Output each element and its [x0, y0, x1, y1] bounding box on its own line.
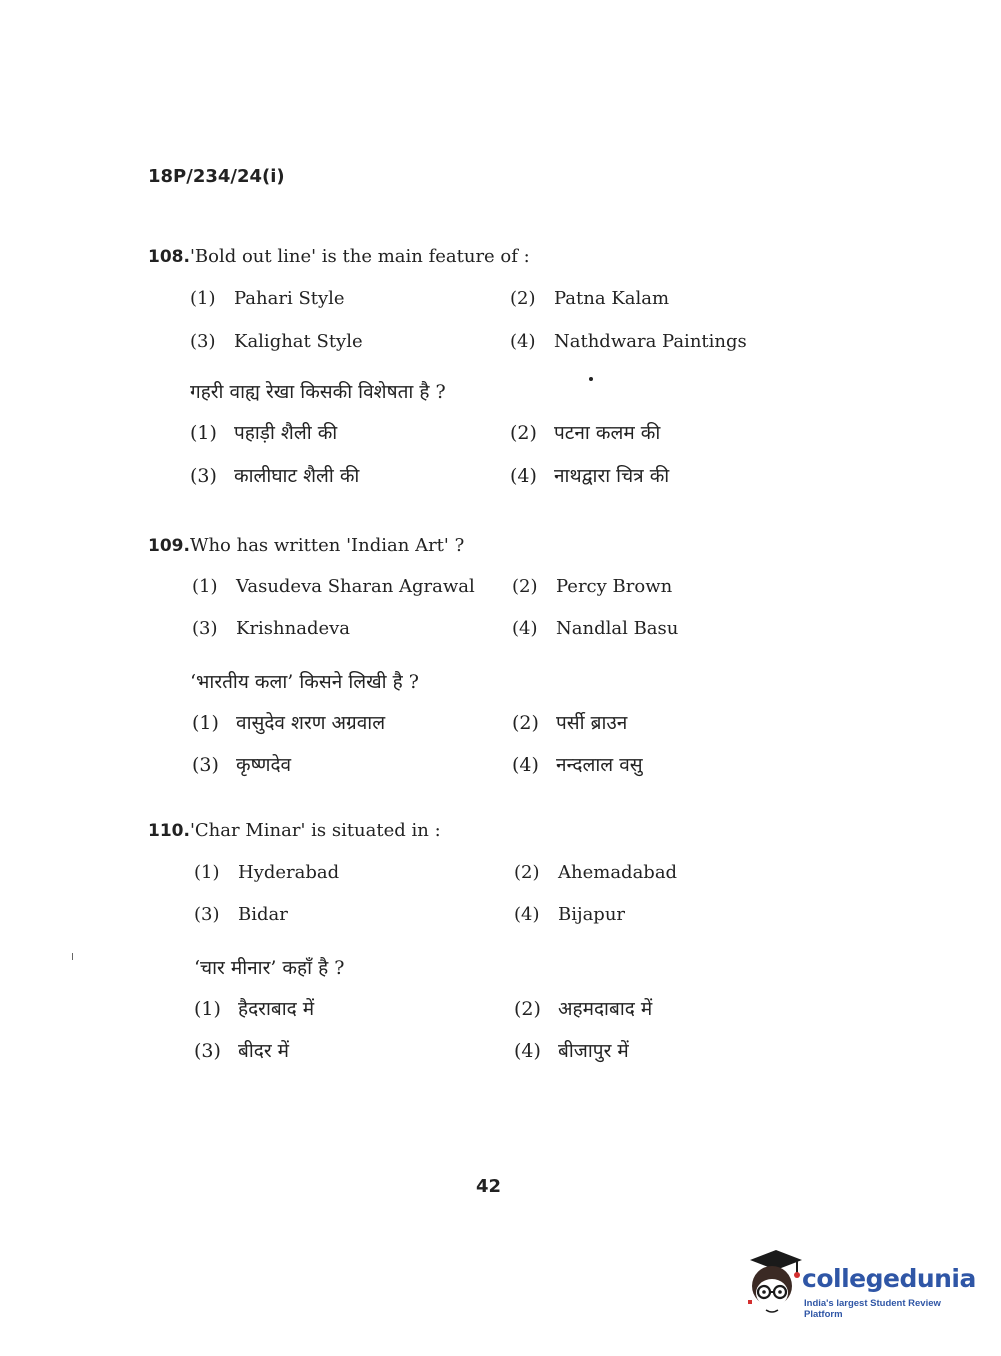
option-text: पर्सी ब्राउन — [556, 712, 628, 734]
option-3 — [190, 463, 359, 489]
option-number: (3) — [192, 618, 218, 639]
option-2 — [514, 996, 652, 1022]
question-text-hi: ‘भारतीय कला’ किसने लिखी है ? — [190, 671, 419, 693]
option-text: Bijapur — [558, 904, 626, 925]
option-number: (4) — [510, 465, 537, 487]
option-number: (4) — [514, 1040, 541, 1062]
option-number: (1) — [194, 862, 220, 883]
option-text: पटना कलम की — [554, 422, 661, 444]
collegedunia-watermark — [742, 1248, 976, 1320]
question-109 — [148, 533, 848, 796]
question-110 — [148, 818, 848, 1082]
option-number: (4) — [510, 331, 536, 352]
option-3 — [194, 902, 288, 928]
option-number: (1) — [194, 998, 221, 1020]
option-text: अहमदाबाद में — [558, 998, 653, 1020]
option-text: पहाड़ी शैली की — [234, 422, 338, 444]
option-number: (1) — [190, 422, 217, 444]
option-1 — [194, 996, 314, 1022]
brand-tagline: India's largest Student Review Platform — [804, 1298, 941, 1320]
option-number: (2) — [514, 998, 541, 1020]
option-4 — [512, 752, 643, 778]
option-text: Krishnadeva — [236, 618, 351, 639]
options-en — [148, 286, 848, 372]
option-1 — [192, 574, 475, 600]
option-4 — [510, 463, 669, 489]
option-text: Ahemadabad — [558, 862, 678, 883]
page-number: 42 — [476, 1176, 502, 1197]
option-text: Nandlal Basu — [556, 618, 679, 639]
option-text: Pahari Style — [234, 288, 345, 309]
option-text: Percy Brown — [556, 576, 673, 597]
option-2 — [510, 420, 660, 446]
question-prompt: Who has written 'Indian Art' ? — [189, 535, 465, 556]
option-text: बीजापुर में — [558, 1040, 629, 1062]
option-text: बीदर में — [238, 1040, 290, 1062]
option-number: (3) — [194, 904, 220, 925]
option-number: (3) — [190, 331, 216, 352]
option-number: (2) — [510, 288, 536, 309]
option-number: (1) — [190, 288, 216, 309]
option-number: (1) — [192, 712, 219, 734]
question-number: 109. — [148, 536, 190, 556]
option-text: Hyderabad — [238, 862, 340, 883]
option-text: वासुदेव शरण अग्रवाल — [236, 712, 386, 734]
option-1 — [190, 286, 345, 312]
option-2 — [510, 286, 669, 312]
question-text-en — [148, 818, 848, 844]
option-text: कृष्णदेव — [236, 754, 292, 776]
option-number: (2) — [510, 422, 537, 444]
brand-name: collegedunia — [802, 1264, 976, 1293]
option-text: Nathdwara Paintings — [554, 331, 747, 352]
option-text: नन्दलाल वसु — [556, 754, 643, 776]
question-text-en — [148, 244, 848, 270]
option-text: Bidar — [238, 904, 288, 925]
option-2 — [512, 574, 672, 600]
option-3 — [190, 329, 363, 355]
option-number: (2) — [512, 576, 538, 597]
option-number: (1) — [192, 576, 218, 597]
option-number: (4) — [512, 618, 538, 639]
option-4 — [514, 1038, 629, 1064]
options-hi — [148, 710, 848, 796]
question-prompt: 'Bold out line' is the main feature of : — [189, 246, 530, 267]
option-2 — [512, 710, 627, 736]
option-number: (4) — [514, 904, 540, 925]
options-hi — [148, 420, 848, 506]
mascot-icon — [742, 1248, 804, 1318]
option-number: (2) — [514, 862, 540, 883]
option-4 — [510, 329, 747, 355]
option-number: (4) — [512, 754, 539, 776]
option-1 — [192, 710, 385, 736]
option-text: हैदराबाद में — [238, 998, 315, 1020]
question-prompt: 'Char Minar' is situated in : — [189, 820, 441, 841]
option-number: (2) — [512, 712, 539, 734]
option-3 — [192, 752, 291, 778]
option-number: (3) — [192, 754, 219, 776]
option-number: (3) — [190, 465, 217, 487]
margin-mark — [72, 953, 73, 960]
options-en — [148, 574, 848, 660]
question-text-hi: ‘चार मीनार’ कहाँ है ? — [194, 957, 345, 979]
option-text: Kalighat Style — [234, 331, 363, 352]
question-text-en — [148, 533, 848, 559]
option-1 — [194, 860, 339, 886]
option-1 — [190, 420, 337, 446]
options-en — [148, 860, 848, 946]
stray-mark — [589, 377, 593, 381]
options-hi — [148, 996, 848, 1082]
option-number: (3) — [194, 1040, 221, 1062]
option-text: Vasudeva Sharan Agrawal — [236, 576, 475, 597]
option-3 — [194, 1038, 289, 1064]
question-108 — [148, 244, 848, 506]
paper-code: 18P/234/24(i) — [148, 166, 285, 187]
option-4 — [514, 902, 625, 928]
option-2 — [514, 860, 677, 886]
question-number: 108. — [148, 247, 190, 267]
option-3 — [192, 616, 350, 642]
option-text: कालीघाट शैली की — [234, 465, 360, 487]
question-text-hi: गहरी वाह्य रेखा किसकी विशेषता है ? — [190, 381, 446, 403]
option-text: नाथद्वारा चित्र की — [554, 465, 670, 487]
option-text: Patna Kalam — [554, 288, 670, 309]
question-number: 110. — [148, 821, 190, 841]
option-4 — [512, 616, 678, 642]
